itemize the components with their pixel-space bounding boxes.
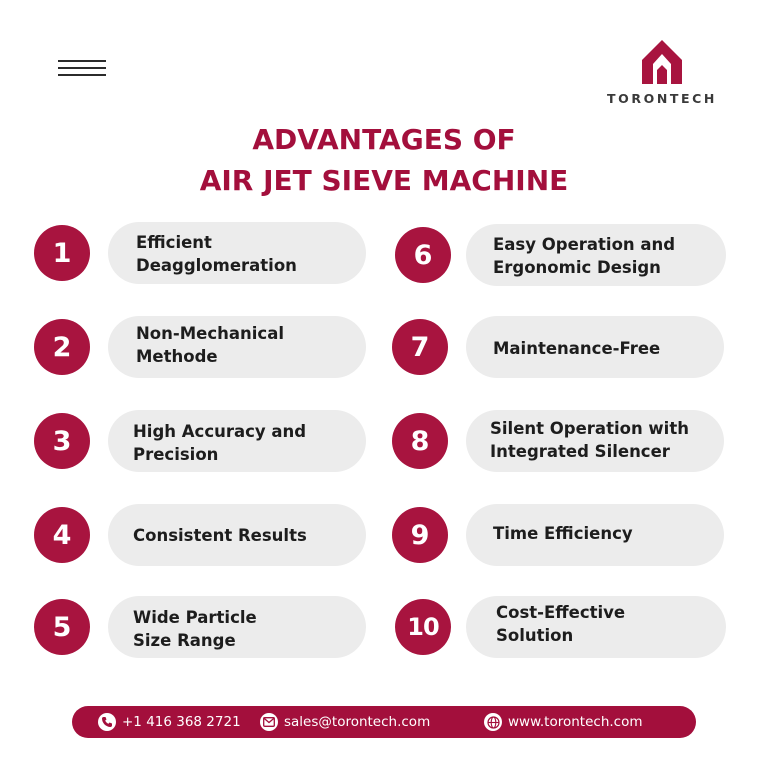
phone-number: +1 416 368 2721 bbox=[122, 714, 241, 730]
advantage-item bbox=[34, 410, 368, 474]
advantage-label: Easy Operation and Ergonomic Design bbox=[493, 235, 676, 277]
advantage-label: High Accuracy and Precision bbox=[133, 422, 307, 464]
advantage-number: 9 bbox=[392, 507, 448, 563]
advantage-item bbox=[34, 504, 368, 568]
page-title-line2: AIR JET SIEVE MACHINE bbox=[199, 164, 569, 197]
advantage-number: 8 bbox=[392, 413, 448, 469]
page-title-line1: ADVANTAGES OF bbox=[252, 123, 516, 156]
advantage-number: 7 bbox=[392, 319, 448, 375]
advantage-label: Non-Mechanical Methode bbox=[136, 324, 284, 366]
torontech-logo-icon bbox=[639, 40, 685, 84]
advantage-item bbox=[392, 410, 728, 474]
email-icon bbox=[260, 713, 278, 731]
contact-bar bbox=[72, 706, 696, 738]
advantage-label: Maintenance-Free bbox=[493, 339, 661, 358]
email-address: sales@torontech.com bbox=[284, 714, 431, 730]
advantage-label: Wide Particle Size Range bbox=[133, 608, 257, 650]
hamburger-menu-icon[interactable] bbox=[58, 58, 106, 80]
advantage-number: 4 bbox=[34, 507, 90, 563]
advantage-number: 6 bbox=[395, 227, 451, 283]
advantage-label: Efficient Deagglomeration bbox=[136, 233, 297, 275]
advantage-number: 3 bbox=[34, 413, 90, 469]
advantage-number: 2 bbox=[34, 319, 90, 375]
advantage-number: 1 bbox=[34, 225, 90, 281]
globe-icon bbox=[484, 713, 502, 731]
advantage-item bbox=[392, 316, 728, 380]
advantage-item bbox=[392, 596, 728, 660]
advantage-label: Silent Operation with Integrated Silencer bbox=[490, 419, 689, 461]
advantage-number: 10 bbox=[395, 599, 451, 655]
advantage-label: Time Efficiency bbox=[493, 524, 633, 543]
phone-contact[interactable] bbox=[98, 706, 241, 738]
phone-icon bbox=[98, 713, 116, 731]
brand-name: TORONTECH bbox=[607, 91, 717, 106]
advantage-item bbox=[34, 596, 368, 660]
website-contact[interactable] bbox=[484, 706, 643, 738]
advantage-item bbox=[392, 224, 728, 288]
advantage-number: 5 bbox=[34, 599, 90, 655]
advantage-label: Cost-Effective Solution bbox=[496, 603, 626, 645]
email-contact[interactable] bbox=[260, 706, 430, 738]
advantage-item bbox=[34, 316, 368, 380]
advantage-item bbox=[34, 222, 368, 286]
advantage-item bbox=[392, 504, 728, 568]
website-url: www.torontech.com bbox=[508, 714, 643, 730]
brand-logo[interactable] bbox=[602, 40, 722, 110]
advantage-label: Consistent Results bbox=[133, 526, 307, 545]
